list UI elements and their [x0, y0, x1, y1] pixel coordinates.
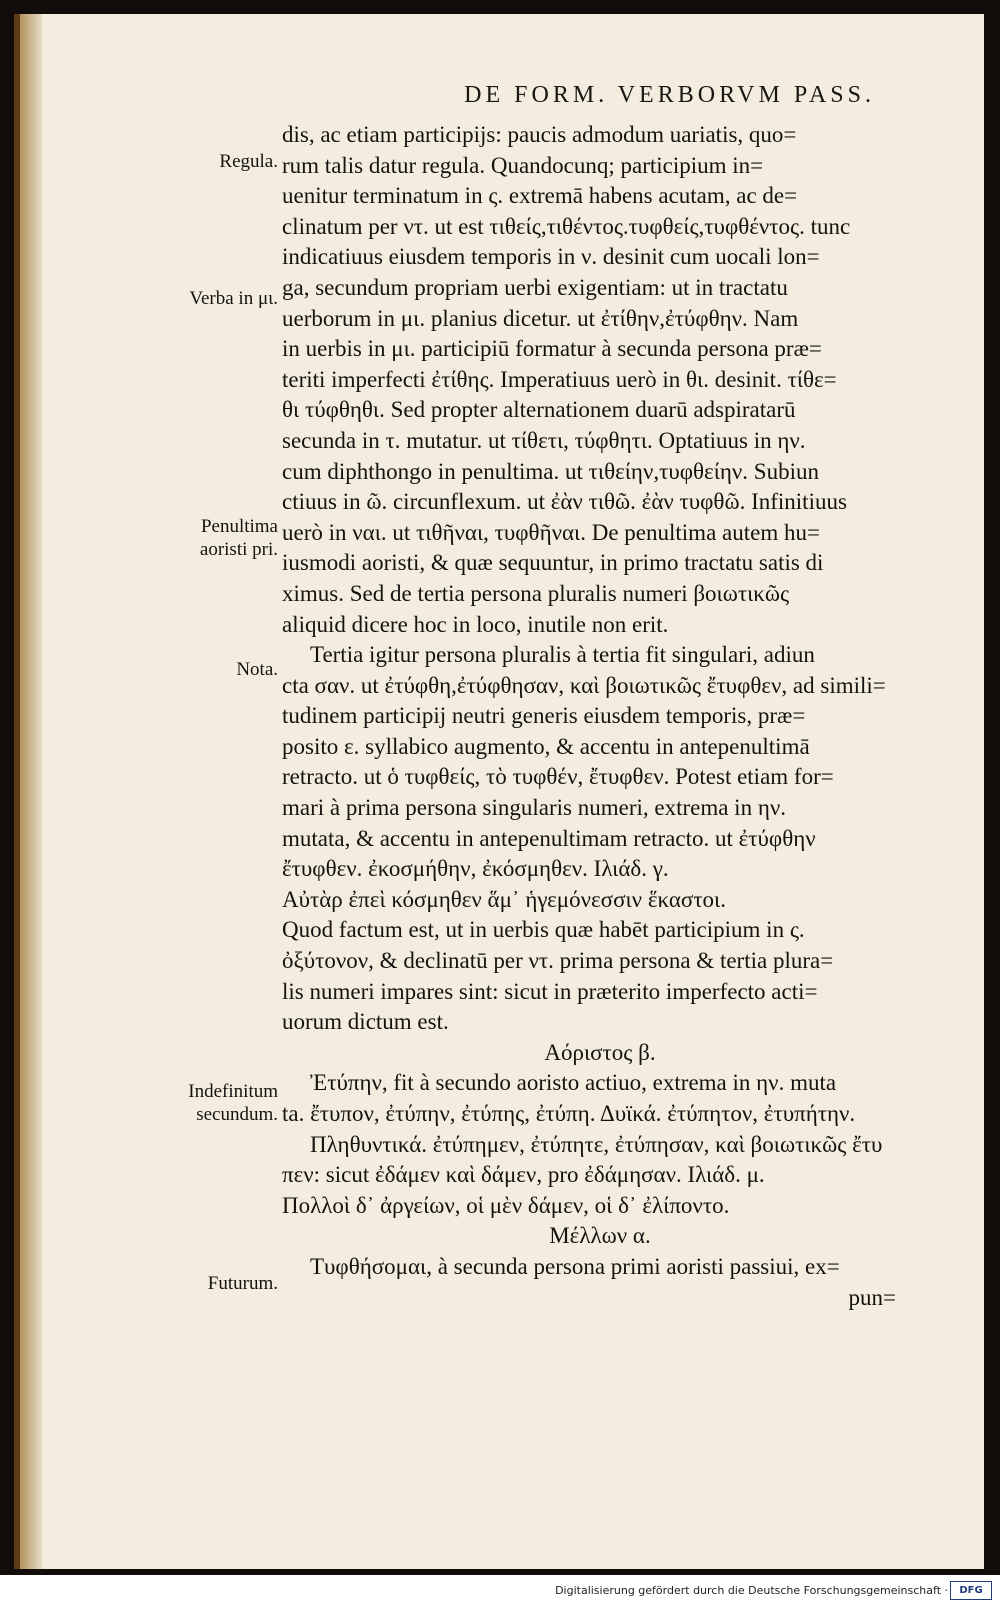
margin-note-futurum: Futurum.	[207, 1273, 278, 1294]
text-line: Quod factum est, ut in uerbis quæ habēt participium in ς.	[282, 917, 805, 943]
text-line: Ἐτύπην, fit à secundo aoristo actiuo, extrema in ην. muta	[310, 1070, 837, 1096]
text-line: ὀξύτονον, & declinatū per ντ. prima persona & tertia plura=	[282, 948, 834, 974]
text-line: mutata, & accentu in antepenultimam retracto. ut ἐτύφθην	[282, 825, 816, 851]
text-line: lis numeri impares sint: sicut in præterito imperfecto acti=	[282, 978, 818, 1004]
text-line: posito ε. syllabico augmento, & accentu in antepenultimā	[282, 733, 810, 759]
text-line: indicatiuus eiusdem temporis in ν. desinit cum uocali lon=	[282, 244, 820, 270]
text-line: clinatum per ντ. ut est τιθείς,τιθέντος.τυφθείς,τυφθέντος. tunc	[282, 213, 851, 239]
text-line: uerò in ναι. ut τιθῆναι, τυφθῆναι. De penultima autem hu=	[282, 519, 820, 545]
section-heading: Αόριστος β.	[544, 1039, 656, 1065]
main-text	[282, 120, 918, 1313]
running-head: DE FORM. VERBORVM PASS.	[464, 82, 875, 108]
catchword: pun=	[848, 1284, 896, 1310]
text-line: Πληθυντικά. ἐτύπημεν, ἐτύπητε, ἐτύπησαν, καὶ βοιωτικῶς ἔτυ	[310, 1131, 883, 1157]
text-line: rum talis datur regula. Quandocunq; participium in=	[282, 152, 764, 178]
margin-note-penultima: Penultima aoristi pri.	[199, 516, 278, 560]
footer-credit: Digitalisierung gefördert durch die Deutsche Forschungsgemeinschaft ·	[555, 1584, 948, 1597]
text-line: dis, ac etiam participijs: paucis admodum uariatis, quo=	[282, 122, 797, 147]
greek-quotation: Πολλοὶ δ᾽ ἀργείων, οἱ μὲν δάμεν, οἱ δ᾽ ἐλίποντο.	[282, 1192, 730, 1218]
text-line: iusmodi aoristi, & quæ sequuntur, in primo tractatu satis di	[282, 550, 824, 576]
margin-note-nota: Nota.	[236, 659, 278, 680]
text-line: uorum dictum est.	[282, 1009, 449, 1035]
text-line: πεν: sicut ἐδάμεν καὶ δάμεν, pro ἐδάμησαν. Ιλιάδ. μ.	[282, 1162, 765, 1188]
text-line: ctiuus in ῶ. circunflexum. ut ἐὰν τιθῶ. ἐὰν τυφθῶ. Infinitiuus	[282, 489, 847, 515]
text-line: cta σαν. ut ἐτύφθη,ἐτύφθησαν, καὶ βοιωτικῶς ἔτυφθεν, ad simili=	[282, 672, 886, 698]
text-line: aliquid dicere hoc in loco, inutile non erit.	[282, 611, 669, 637]
text-line: ta. ἔτυπον, ἐτύπην, ἐτύπης, ἐτύπη. Δυϊκά. ἐτύπητον, ἐτυπήτην.	[282, 1101, 856, 1126]
text-line: in uerbis in μι. participiū formatur à secunda persona præ=	[282, 336, 822, 362]
text-line: uerborum in μι. planius dicetur. ut ἐτίθην,ἐτύφθην. Nam	[282, 305, 799, 331]
margin-note-verba-in-mi: Verba in μι.	[189, 288, 278, 309]
text-line: θι τύφθηθι. Sed propter alternationem duarū adspiratarū	[282, 397, 796, 423]
margin-note-regula: Regula.	[219, 151, 278, 172]
text-line: Τυφθήσομαι, à secunda persona primi aoristi passiui, ex=	[310, 1253, 840, 1279]
text-line: mari à prima persona singularis numeri, extrema in ην.	[282, 795, 787, 821]
text-line: ga, secundum propriam uerbi exigentiam: ut in tractatu	[282, 274, 788, 300]
section-heading: Μέλλων α.	[549, 1223, 651, 1249]
text-line: ἔτυφθεν. ἐκοσμήθην, ἐκόσμηθεν. Ιλιάδ. γ.	[282, 856, 669, 882]
margin-note-indefinitum: Indefinitum secundum.	[188, 1081, 278, 1125]
text-line: tudinem participij neutri generis eiusdem temporis, præ=	[282, 703, 806, 729]
text-line: cum diphthongo in penultima. ut τιθείην,τυφθείην. Subiun	[282, 458, 819, 484]
text-line: uenitur terminatum in ς. extremā habens acutam, ac de=	[282, 183, 798, 209]
text-line: ximus. Sed de tertia persona pluralis numeri βοιωτικῶς	[282, 580, 790, 606]
text-line: Tertia igitur persona pluralis à tertia fit singulari, adiun	[310, 642, 815, 668]
text-line: secunda in τ. mutatur. ut τίθετι, τύφθητι. Optatiuus in ην.	[282, 427, 806, 453]
text-line: retracto. ut ὁ τυφθείς, τὸ τυφθέν, ἔτυφθεν. Potest etiam for=	[282, 764, 834, 790]
page-gutter	[20, 14, 42, 1569]
text-line: teriti imperfecti ἐτίθης. Imperatiuus uerò in θι. desinit. τίθε=	[282, 366, 837, 392]
dfg-logo: DFG	[950, 1581, 992, 1600]
greek-quotation: Αὐτὰρ ἐπεὶ κόσμηθεν ἅμ᾽ ἡγεμόνεσσιν ἕκαστοι.	[282, 886, 726, 912]
